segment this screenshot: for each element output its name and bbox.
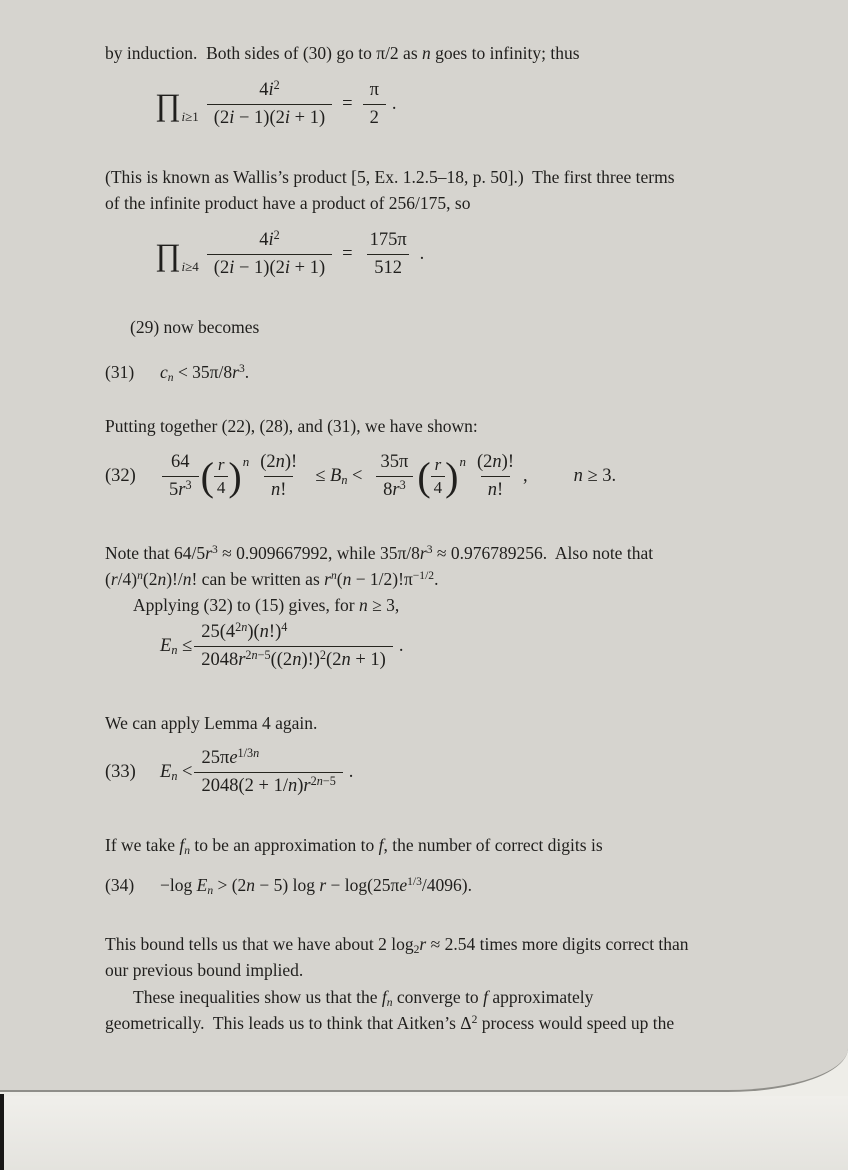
paragraph-note-line1: Note that $64/5r^3 \approx 0.909667992$, while $35\pi/8r^3 \approx 0.976789256$. Also note that xyxy=(105,543,654,563)
paragraph-inequalities-line2: geometrically. This leads us to think that Aitken’s $\Delta^2$ process would speed up the xyxy=(105,1013,675,1033)
period: . xyxy=(391,94,397,114)
period: . xyxy=(419,244,425,264)
equation-En-bound xyxy=(160,619,404,671)
denominator: n! xyxy=(481,476,510,501)
denominator: (2i − 1)(2i + 1) xyxy=(207,104,332,129)
right-paren: ) xyxy=(445,453,459,499)
numerator: π xyxy=(369,80,379,100)
paragraph-29-becomes: (29) now becomes xyxy=(130,317,260,337)
scanner-background xyxy=(0,1096,848,1170)
pi-product-symbol: ∏ xyxy=(155,86,181,122)
paragraph-applying: Applying (32) to (15) gives, for n ≥ 3, xyxy=(133,595,400,615)
paragraph-bound-line2: our previous bound implied. xyxy=(105,960,304,980)
fraction xyxy=(207,77,332,129)
fraction xyxy=(470,452,521,501)
numerator: 64 xyxy=(171,452,190,472)
fraction xyxy=(214,455,229,498)
equation-lhs: En < xyxy=(160,762,193,784)
denominator: (2i − 1)(2i + 1) xyxy=(207,254,332,279)
denominator: 4 xyxy=(431,476,446,498)
numerator: (2n)! xyxy=(476,452,514,472)
equation-31-expression: cn < $35\pi/8r^3$. xyxy=(160,362,250,385)
equation-label: (31) xyxy=(105,362,135,382)
paragraph-inequalities-line1: These inequalities show us that the fn converge to f approximately xyxy=(133,987,594,1010)
paragraph-lemma4: We can apply Lemma 4 again. xyxy=(105,713,318,733)
denominator: $2048r^{2n-5}((2n)!)^2(2n + 1)$ xyxy=(194,646,393,671)
product-operator xyxy=(155,236,199,275)
denominator: n! xyxy=(264,476,293,501)
page-edge-shadow xyxy=(0,1094,4,1170)
period: . xyxy=(348,762,354,782)
numerator: $25\pi e^{1/3n}$ xyxy=(201,745,260,768)
numerator: $4i^2$ xyxy=(259,77,280,100)
fraction xyxy=(194,619,393,671)
paragraph-putting-together: Putting together (22), (28), and (31), we have shown: xyxy=(105,416,478,436)
equation-34-expression: −log En > (2n − 5) $\log r - \log(25\pi e^{1/3}/4096)$. xyxy=(160,875,472,898)
left-paren: ( xyxy=(200,453,214,499)
paragraph-wallis-ref-line1: (This is known as Wallis’s product [5, Ex. 1.2.5–18, p. 50].) The first three terms xyxy=(105,167,675,187)
exponent-n: n xyxy=(242,453,250,469)
denominator: $8r^3$ xyxy=(376,476,413,501)
equation-wallis-product xyxy=(155,77,397,129)
equals-sign: = xyxy=(342,94,353,114)
inequality-middle: ≤ Bn < xyxy=(315,466,363,488)
denominator: 512 xyxy=(367,254,409,279)
fraction xyxy=(431,455,446,498)
product-index: i≥1 xyxy=(181,109,199,125)
equation-partial-product xyxy=(155,227,425,279)
comma: , xyxy=(522,466,528,486)
product-operator xyxy=(155,86,199,125)
right-paren: ) xyxy=(228,453,242,499)
numerator: r xyxy=(217,455,225,474)
product-index: i≥4 xyxy=(181,259,199,275)
numerator: $4i^2$ xyxy=(259,227,280,250)
equation-label: (33) xyxy=(105,762,136,782)
numerator: (2n)! xyxy=(260,452,298,472)
equation-33 xyxy=(105,745,354,797)
condition: n ≥ 3. xyxy=(573,466,617,486)
equation-32 xyxy=(105,452,616,501)
left-paren: ( xyxy=(417,453,431,499)
fraction xyxy=(162,452,199,501)
pi-product-symbol: ∏ xyxy=(155,236,181,272)
paragraph-induction: by induction. Both sides of (30) go to π/2 as n goes to infinity; thus xyxy=(105,43,580,63)
equation-lhs: En ≤ xyxy=(160,636,193,658)
period: . xyxy=(398,636,404,656)
fraction xyxy=(253,452,304,501)
numerator: 175π xyxy=(369,230,407,250)
equation-label: (34) xyxy=(105,875,135,895)
exponent-n: n xyxy=(459,453,466,469)
equals-sign: = xyxy=(342,244,353,264)
fraction xyxy=(207,227,332,279)
fraction xyxy=(373,452,415,501)
paragraph-wallis-ref-line2: of the infinite product have a product of 256/175, so xyxy=(105,193,471,213)
numerator: $25(4^{2n})(n!)^4$ xyxy=(201,619,288,642)
fraction xyxy=(194,745,342,797)
numerator: 35π xyxy=(380,452,409,472)
equation-label: (32) xyxy=(105,466,136,486)
denominator: 2 xyxy=(363,104,386,129)
denominator: $5r^3$ xyxy=(162,476,199,501)
equation-34 xyxy=(105,875,472,896)
paragraph-note-line2: $(r/4)^n(2n)!/n$! can be written as $r^n(n - 1/2)!\pi^{-1/2}$. xyxy=(105,569,439,589)
fraction xyxy=(363,230,414,279)
denominator: 4 xyxy=(214,476,229,498)
fraction xyxy=(363,80,386,129)
numerator: r xyxy=(434,455,442,474)
paragraph-approximation: If we take fn to be an approximation to f, the number of correct digits is xyxy=(105,835,603,858)
paragraph-bound-line1: This bound tells us that we have about 2 log2r ≈ 2.54 times more digits correct than xyxy=(105,934,689,957)
equation-31 xyxy=(105,362,249,383)
denominator: $2048(2 + 1/n)r^{2n-5}$ xyxy=(194,772,342,797)
